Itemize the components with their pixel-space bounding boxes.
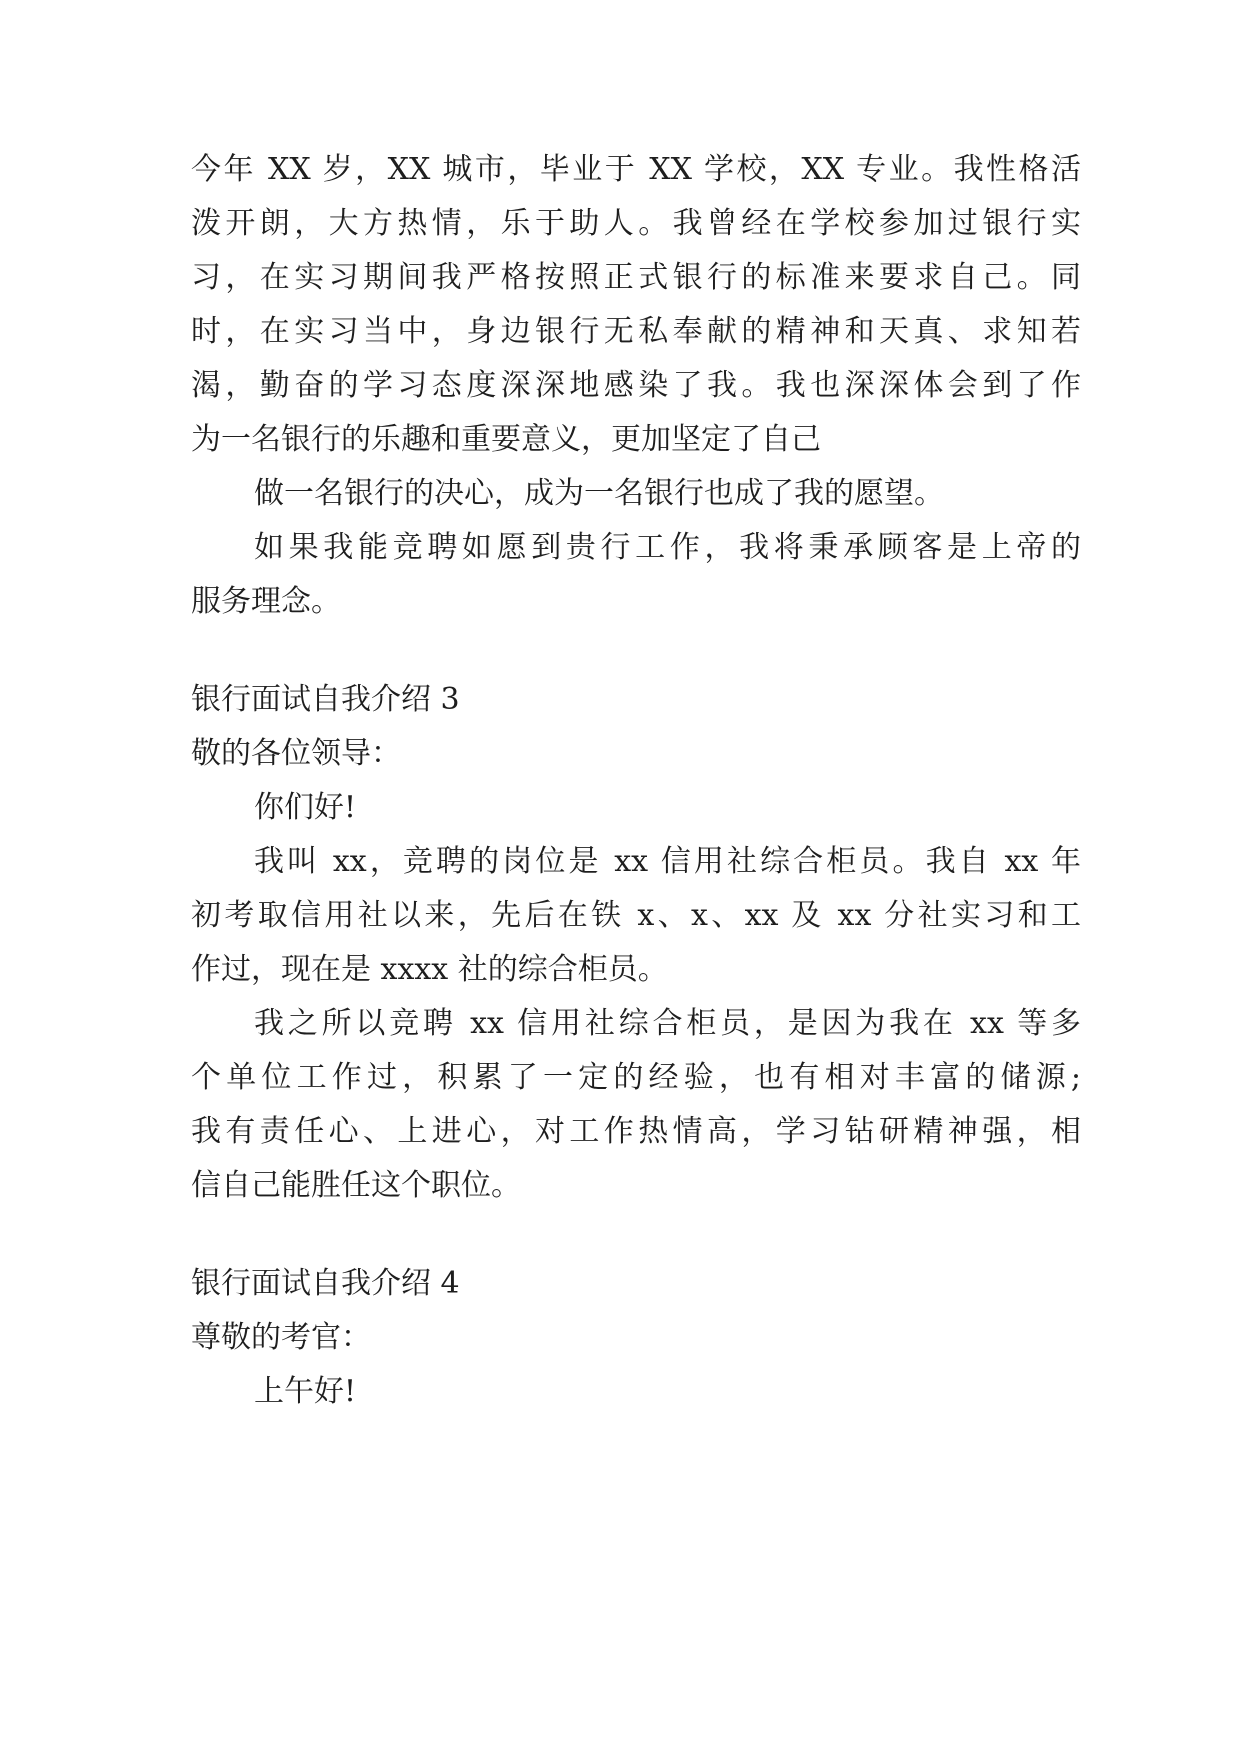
greeting: 你们好! [254, 790, 357, 825]
section-heading: 银行面试自我介绍 3 [191, 682, 460, 717]
greeting: 上午好! [254, 1374, 357, 1409]
text-line: 作过，现在是 xxxx 社的综合柜员。 [191, 952, 668, 987]
text-line: 今年 XX 岁，XX 城市，毕业于 XX 学校，XX 专业。我性格活 [191, 152, 1081, 187]
text-line: 如果我能竞聘如愿到贵行工作，我将秉承顾客是上帝的 [254, 530, 1081, 565]
text-line: 习，在实习期间我严格按照正式银行的标准来要求自己。同 [191, 260, 1081, 295]
text-line: 我有责任心、上进心，对工作热情高，学习钻研精神强，相 [191, 1114, 1081, 1149]
text-line: 泼开朗，大方热情，乐于助人。我曾经在学校参加过银行实 [191, 206, 1081, 241]
text-line: 渴，勤奋的学习态度深深地感染了我。我也深深体会到了作 [191, 368, 1081, 403]
text-line: 初考取信用社以来，先后在铁 x、x、xx 及 xx 分社实习和工 [191, 898, 1081, 933]
salutation: 尊敬的考官： [191, 1320, 371, 1355]
text-line: 我叫 xx，竞聘的岗位是 xx 信用社综合柜员。我自 xx 年 [254, 844, 1081, 879]
text-line: 时，在实习当中，身边银行无私奉献的精神和天真、求知若 [191, 314, 1081, 349]
salutation: 敬的各位领导： [191, 736, 401, 771]
text-line: 服务理念。 [191, 584, 341, 619]
text-line: 我之所以竞聘 xx 信用社综合柜员，是因为我在 xx 等多 [254, 1006, 1081, 1041]
text-line: 为一名银行的乐趣和重要意义，更加坚定了自己 [191, 422, 821, 457]
section-heading: 银行面试自我介绍 4 [191, 1266, 460, 1301]
text-line: 信自己能胜任这个职位。 [191, 1168, 521, 1203]
text-line: 做一名银行的决心，成为一名银行也成了我的愿望。 [254, 476, 944, 511]
text-line: 个单位工作过，积累了一定的经验，也有相对丰富的储源; [191, 1060, 1081, 1095]
